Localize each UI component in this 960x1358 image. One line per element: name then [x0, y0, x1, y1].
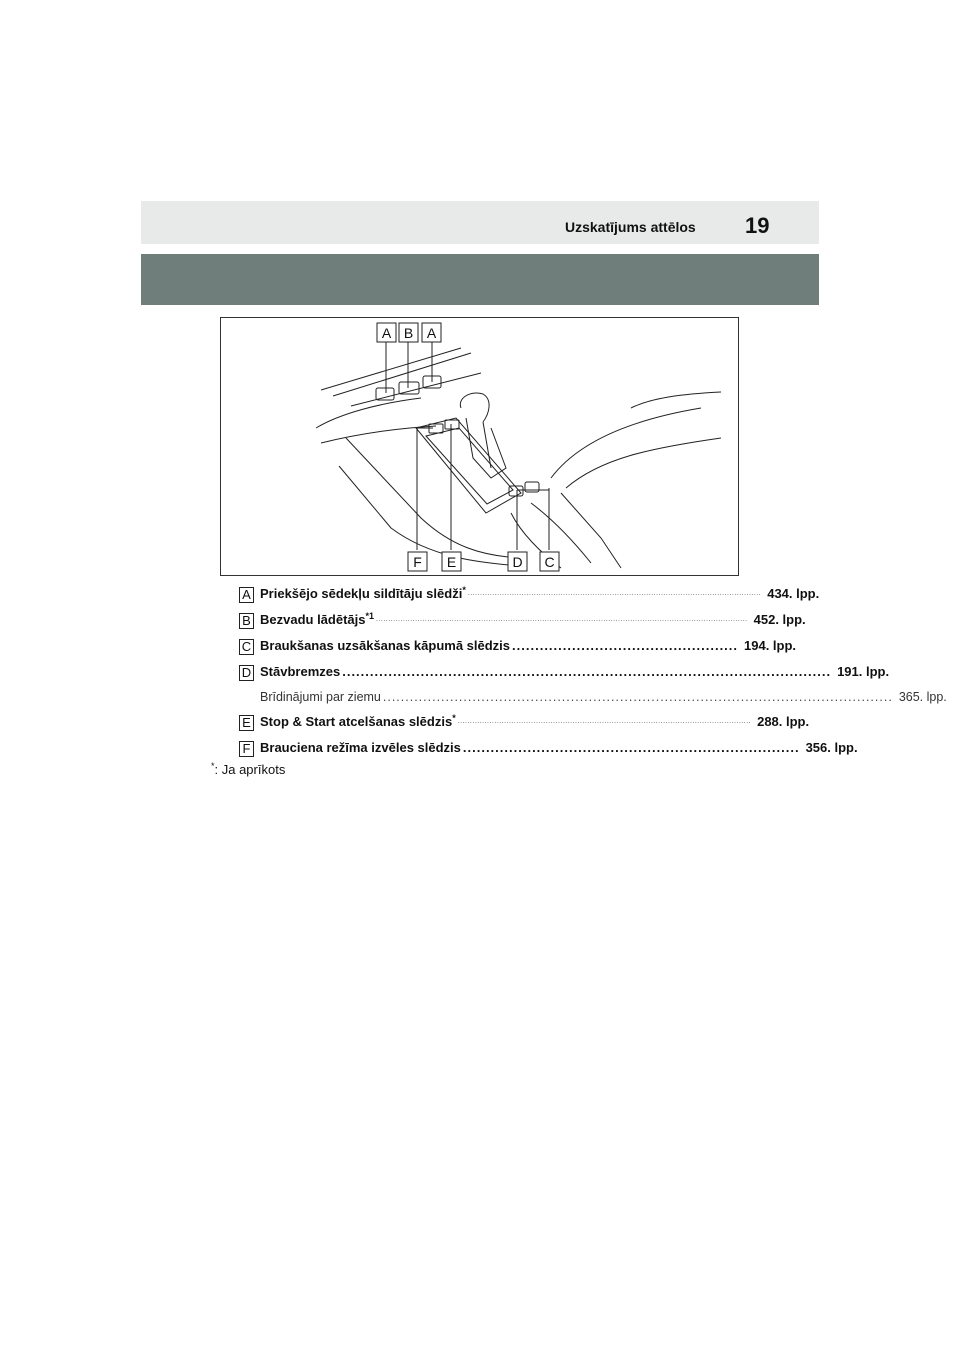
leader-dots: ........................................................................................................................	[457, 718, 752, 725]
sub-label[interactable]: Brīdinājumi par ziemu	[260, 690, 381, 704]
leader-dots: .........................................................................	[462, 740, 800, 755]
console-drawing	[221, 318, 740, 577]
center-console-illustration	[220, 317, 739, 576]
legend-label[interactable]: Brauciena režīma izvēles slēdzis	[260, 740, 461, 755]
legend-letter: E	[239, 715, 254, 731]
page-reference[interactable]: 288. lpp.	[757, 714, 810, 729]
legend-label[interactable]: Braukšanas uzsākšanas kāpumā slēdzis	[260, 638, 511, 653]
legend-letter: B	[239, 613, 254, 629]
chapter-band	[141, 254, 819, 305]
leader-dots: ..................................................................................................................	[382, 690, 893, 704]
page-reference[interactable]: 365. lpp.	[898, 690, 947, 704]
legend-item	[239, 712, 810, 738]
legend-letter: C	[239, 639, 254, 655]
legend-item	[239, 636, 797, 662]
page-reference[interactable]: 452. lpp.	[753, 612, 806, 627]
legend-letter: D	[239, 665, 254, 681]
header-bar	[141, 201, 819, 244]
legend-label[interactable]: Bezvadu lādētājs$^{*1}$	[260, 611, 375, 627]
page-reference[interactable]: 191. lpp.	[837, 664, 890, 679]
section-title: Uzskatījums attēlos	[565, 219, 696, 235]
page-reference[interactable]: 434. lpp.	[767, 586, 820, 601]
legend-item	[239, 610, 806, 636]
leader-dots: .................................................	[512, 638, 739, 653]
callout-B: B	[403, 325, 414, 341]
callout-E: E	[446, 554, 457, 570]
page-reference[interactable]: 194. lpp.	[744, 638, 797, 653]
legend-label[interactable]: Stop & Start atcelšanas slēdzis*	[260, 713, 456, 729]
callout-C: C	[544, 554, 555, 570]
legend-label[interactable]: Stāvbremzes	[260, 664, 341, 679]
page-reference[interactable]: 356. lpp.	[805, 740, 858, 755]
legend-item	[239, 584, 820, 610]
leader-dots: ..........................................................................................................	[342, 664, 832, 679]
legend-letter: F	[239, 741, 254, 757]
callout-F: F	[413, 554, 422, 570]
footnote: *: Ja aprīkots	[211, 761, 286, 777]
legend-label[interactable]: Priekšējo sēdekļu sildītāju slēdži*	[260, 585, 466, 601]
leader-dots: ........................................................................................................................	[467, 590, 762, 597]
legend-item	[239, 662, 890, 688]
callout-D: D	[512, 554, 523, 570]
leader-dots: ........................................................................................................................................................	[376, 616, 748, 623]
page-number: 19	[745, 213, 770, 238]
legend-sub-item	[239, 688, 947, 712]
callout-A-right: A	[426, 325, 437, 341]
legend-letter: A	[239, 587, 254, 603]
legend-list	[239, 584, 947, 764]
callout-A-left: A	[381, 325, 392, 341]
legend-item	[239, 738, 858, 764]
